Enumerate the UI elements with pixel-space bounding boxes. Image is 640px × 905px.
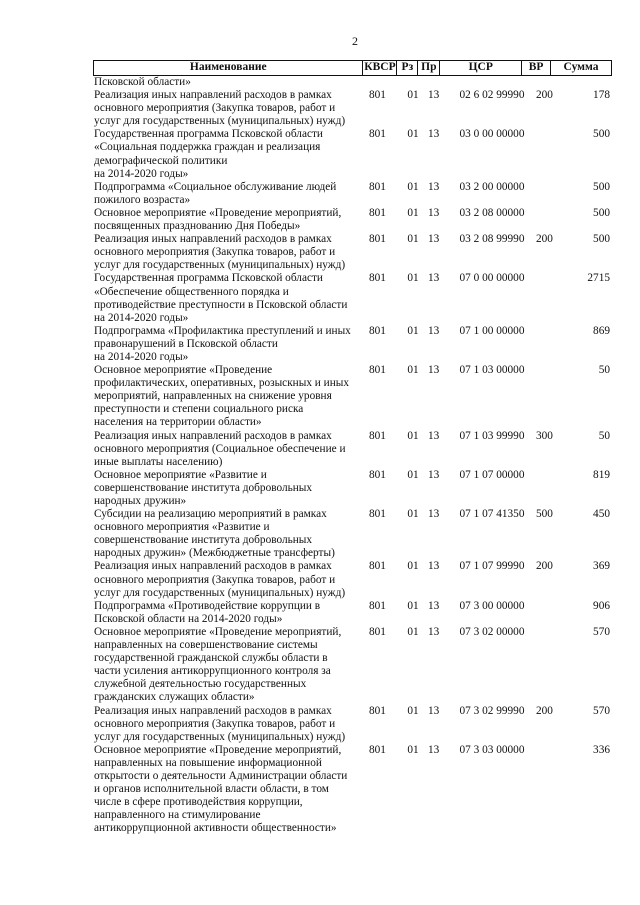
header-kvsr: КВСР: [364, 61, 396, 73]
row-csr: 07 1 00 00000: [459, 324, 525, 337]
row-sum: 500: [593, 233, 610, 246]
row-vr: 300: [536, 429, 553, 442]
row-name-line: на 2014-2020 годы»: [94, 167, 189, 180]
row-name-line: Основное мероприятие «Проведение мероприятий,: [94, 625, 342, 638]
row-csr: 03 2 08 00000: [459, 206, 525, 219]
row-name-line: Государственная программа Псковской области: [94, 272, 323, 285]
row-name-line: совершенствование института добровольных: [94, 481, 313, 494]
row-name-line: основного мероприятия (Закупка товаров, работ и: [94, 246, 336, 259]
budget-table: [93, 60, 612, 835]
row-csr: 07 1 03 00000: [459, 364, 525, 377]
row-csr: 07 1 07 99990: [459, 560, 525, 573]
row-vr: 500: [536, 508, 553, 521]
row-sum: 50: [598, 429, 610, 442]
row-sum: 819: [593, 468, 610, 481]
row-kvsr: 801: [369, 206, 386, 219]
row-name-line: Государственная программа Псковской области: [94, 128, 323, 141]
row-sum: 336: [593, 743, 610, 756]
row-pr: 13: [428, 233, 440, 246]
row-name-line: Подпрограмма «Социальное обслуживание людей: [94, 180, 337, 193]
row-pr: [426, 76, 448, 89]
row-name: [93, 626, 369, 705]
row-name-line: «Социальная поддержка граждан и реализация: [94, 141, 321, 154]
row-rz: 01: [407, 560, 419, 573]
row-sum: 50: [598, 364, 610, 377]
header-sum: Сумма: [551, 61, 612, 75]
row-sum: 570: [593, 704, 610, 717]
table-row: [93, 600, 612, 626]
row-csr: 03 0 00 00000: [459, 128, 525, 141]
row-kvsr: 801: [369, 560, 386, 573]
row-name-line: основного мероприятия (Закупка товаров, работ и: [94, 573, 336, 586]
row-name-line: Реализация иных направлений расходов в рамках: [94, 429, 332, 442]
table-row: [93, 181, 612, 207]
row-sum: 500: [593, 206, 610, 219]
row-pr: 13: [428, 364, 440, 377]
row-vr: [536, 744, 560, 836]
row-sum: 369: [593, 560, 610, 573]
header-csr: ЦСР: [440, 61, 522, 75]
row-csr: 07 3 03 00000: [459, 743, 525, 756]
row-name: [93, 600, 369, 626]
row-pr: 13: [428, 625, 440, 638]
table-row: [93, 508, 612, 560]
row-rz: 01: [407, 364, 419, 377]
row-pr: 13: [428, 704, 440, 717]
row-kvsr: 801: [369, 364, 386, 377]
row-csr: 07 3 02 00000: [459, 625, 525, 638]
row-name: [93, 508, 369, 560]
row-pr: 13: [428, 508, 440, 521]
row-sum: 906: [593, 599, 610, 612]
row-vr: [536, 364, 560, 429]
row-name-line: Основное мероприятие «Развитие и: [94, 468, 267, 481]
row-kvsr: 801: [369, 233, 386, 246]
row-name-line: иные выплаты населению): [94, 455, 223, 468]
row-pr: 13: [428, 468, 440, 481]
row-name-line: основного мероприятия (Социальное обеспечение и: [94, 442, 346, 455]
row-csr: [448, 76, 536, 89]
row-name-line: Основное мероприятие «Проведение мероприятий,: [94, 206, 342, 219]
table-row: [93, 430, 612, 469]
table-header: [93, 60, 612, 76]
row-kvsr: 801: [369, 468, 386, 481]
row-kvsr: 801: [369, 324, 386, 337]
table-row: [93, 364, 612, 429]
row-kvsr: 801: [369, 89, 386, 102]
row-name: [93, 181, 369, 207]
row-name-line: «Обеспечение общественного порядка и: [94, 285, 289, 298]
row-rz: 01: [407, 206, 419, 219]
row-vr: 200: [536, 89, 553, 102]
row-kvsr: 801: [369, 508, 386, 521]
row-name-line: Реализация иных направлений расходов в рамках: [94, 704, 332, 717]
row-pr: 13: [428, 429, 440, 442]
table-row: [93, 560, 612, 599]
row-sum: 2715: [587, 272, 610, 285]
row-rz: 01: [407, 429, 419, 442]
row-vr: 200: [536, 233, 553, 246]
row-rz: 01: [407, 180, 419, 193]
row-pr: 13: [428, 599, 440, 612]
row-name-line: Основное мероприятие «Проведение мероприятий,: [94, 743, 342, 756]
row-name-line: направленных на совершенствование системы: [94, 639, 318, 652]
table-body: [93, 76, 612, 835]
table-row: [93, 89, 612, 128]
row-vr: [536, 626, 560, 705]
row-name-line: и органов исполнительной власти области, в том: [94, 783, 329, 796]
row-name: [93, 272, 369, 324]
page-number: 2: [352, 34, 358, 48]
row-kvsr: 801: [369, 272, 386, 285]
row-name: [93, 744, 369, 836]
row-name-line: государственной гражданской службы области в: [94, 652, 328, 665]
row-vr: 200: [536, 704, 553, 717]
row-rz: 01: [407, 468, 419, 481]
row-name-line: Основное мероприятие «Проведение: [94, 364, 273, 377]
row-rz: 01: [407, 704, 419, 717]
row-kvsr: 801: [369, 599, 386, 612]
row-sum: 500: [593, 180, 610, 193]
row-name-line: части усиления антикоррупционного контроля за: [94, 665, 331, 678]
row-csr: 07 3 02 99990: [459, 704, 525, 717]
row-name-line: числе в сфере противодействия коррупции,: [94, 796, 303, 809]
row-name-line: открытости о деятельности Администрации области: [94, 769, 348, 782]
row-name: [93, 430, 369, 469]
row-vr: [536, 272, 560, 324]
row-name-line: Субсидии на реализацию мероприятий в рамках: [94, 508, 327, 521]
row-kvsr: 801: [369, 625, 386, 638]
table-row: [93, 272, 612, 324]
table-row: [93, 233, 612, 272]
row-name: [93, 469, 369, 508]
row-sum: 178: [593, 89, 610, 102]
row-pr: 13: [428, 89, 440, 102]
row-name-line: направленного на стимулирование: [94, 809, 261, 822]
row-pr: 13: [428, 180, 440, 193]
row-rz: 01: [407, 272, 419, 285]
row-rz: [400, 76, 426, 89]
row-rz: 01: [407, 324, 419, 337]
row-pr: 13: [428, 324, 440, 337]
row-name-line: Реализация иных направлений расходов в рамках: [94, 233, 332, 246]
header-rz: Рз: [397, 61, 418, 75]
row-name-line: населения на территории области»: [94, 416, 262, 429]
table-row: [93, 469, 612, 508]
row-sum: 450: [593, 508, 610, 521]
row-name-line: услуг для государственных (муниципальных) нужд): [94, 730, 346, 743]
row-name-line: направленных на повышение информационной: [94, 756, 322, 769]
table-row: [93, 626, 612, 705]
row-name-line: Псковской области на 2014-2020 годы»: [94, 612, 283, 625]
row-name-line: услуг для государственных (муниципальных) нужд): [94, 259, 346, 272]
row-csr: 07 1 07 00000: [459, 468, 525, 481]
row-vr: [536, 469, 560, 508]
table-row: [93, 744, 612, 836]
row-name: [93, 364, 369, 429]
row-rz: 01: [407, 233, 419, 246]
row-sum: 869: [593, 324, 610, 337]
row-name-line: Реализация иных направлений расходов в рамках: [94, 89, 332, 102]
row-name: [93, 128, 369, 180]
row-name: [93, 233, 369, 272]
row-vr: [536, 128, 560, 180]
row-name: [93, 325, 369, 364]
row-name-line: услуг для государственных (муниципальных) нужд): [94, 586, 346, 599]
row-kvsr: 801: [369, 128, 386, 141]
row-pr: 13: [428, 560, 440, 573]
row-csr: 07 3 00 00000: [459, 599, 525, 612]
row-csr: 03 2 08 99990: [459, 233, 525, 246]
row-vr: 200: [536, 560, 553, 573]
row-rz: 01: [407, 128, 419, 141]
row-kvsr: 801: [369, 180, 386, 193]
row-name-line: народных дружин»: [94, 495, 187, 507]
row-pr: 13: [428, 272, 440, 285]
row-vr: [536, 325, 560, 364]
row-name: [93, 705, 369, 744]
row-csr: 07 0 00 00000: [459, 272, 525, 285]
row-csr: 03 2 00 00000: [459, 180, 525, 193]
row-name-line: мероприятий, направленных на снижение уровня: [94, 390, 332, 403]
row-csr: 07 1 03 99990: [459, 429, 525, 442]
row-name-line: на 2014-2020 годы»: [94, 311, 189, 324]
row-name-line: услуг для государственных (муниципальных) нужд): [94, 115, 346, 128]
row-name-line: Псковской области»: [94, 76, 191, 88]
row-rz: 01: [407, 625, 419, 638]
row-name-line: основного мероприятия (Закупка товаров, работ и: [94, 717, 336, 730]
row-vr: [536, 181, 560, 207]
row-pr: 13: [428, 743, 440, 756]
row-rz: 01: [407, 89, 419, 102]
row-vr: [536, 600, 560, 626]
row-kvsr: 801: [369, 743, 386, 756]
row-vr: [536, 207, 560, 233]
row-pr: 13: [428, 206, 440, 219]
table-row: [93, 325, 612, 364]
row-name-line: на 2014-2020 годы»: [94, 350, 189, 363]
table-row: [93, 705, 612, 744]
row-csr: 02 6 02 99990: [459, 89, 525, 102]
row-name-line: гражданских служащих области»: [94, 691, 255, 704]
row-rz: 01: [407, 599, 419, 612]
row-name-line: преступности и степени социального риска: [94, 403, 304, 416]
header-vr: ВР: [522, 61, 551, 75]
row-name-line: профилактических, оперативных, розыскных и иных: [94, 377, 349, 390]
row-name: [93, 89, 369, 128]
row-name-line: пожилого возраста»: [94, 193, 191, 206]
row-name-line: посвященных празднованию Дня Победы»: [94, 220, 301, 233]
row-name: [93, 76, 369, 89]
row-name-line: правонарушений в Псковской области: [94, 337, 278, 350]
row-name-line: основного мероприятия «Развитие и: [94, 521, 270, 534]
row-name-line: Подпрограмма «Противодействие коррупции в: [94, 599, 321, 612]
row-kvsr: 801: [369, 429, 386, 442]
row-name: [93, 560, 369, 599]
row-kvsr: [369, 76, 400, 89]
row-rz: 01: [407, 743, 419, 756]
row-vr: [536, 76, 560, 89]
row-name-line: служебной деятельностью государственных: [94, 678, 307, 691]
table-row: [93, 207, 612, 233]
row-name-line: антикоррупционной активности общественности»: [94, 822, 337, 835]
row-kvsr: 801: [369, 704, 386, 717]
table-row: [93, 128, 612, 180]
row-name-line: противодействие преступности в Псковской области: [94, 298, 348, 311]
row-sum: [560, 76, 612, 89]
row-name-line: народных дружин» (Межбюджетные трансферты): [94, 547, 335, 560]
row-pr: 13: [428, 128, 440, 141]
row-name-line: Подпрограмма «Профилактика преступлений и иных: [94, 324, 351, 337]
row-name-line: Реализация иных направлений расходов в рамках: [94, 560, 332, 573]
row-name: [93, 207, 369, 233]
table-row: [93, 76, 612, 89]
header-name: Наименование: [94, 61, 363, 75]
header-pr: Пр: [418, 61, 440, 75]
row-name-line: совершенствование института добровольных: [94, 534, 313, 547]
row-csr: 07 1 07 41350: [459, 508, 525, 521]
row-name-line: демографической политики: [94, 154, 228, 167]
row-sum: 570: [593, 625, 610, 638]
row-rz: 01: [407, 508, 419, 521]
row-sum: 500: [593, 128, 610, 141]
row-name-line: основного мероприятия (Закупка товаров, работ и: [94, 102, 336, 115]
